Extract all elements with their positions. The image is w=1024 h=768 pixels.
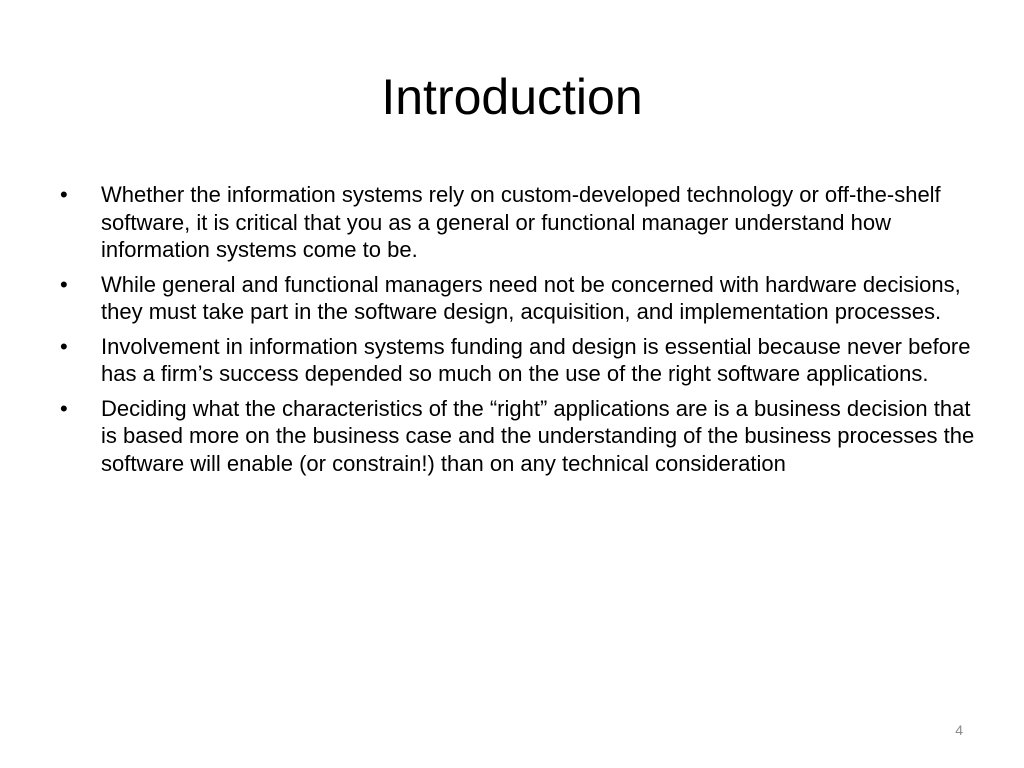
page-number: 4 [955, 722, 963, 738]
bullet-icon: • [60, 182, 68, 207]
slide-title: Introduction [381, 69, 643, 125]
bullet-text: While general and functional managers need not be concerned with hardware decisions, they must take part in the software design, acquisition, and implementation processes. [101, 271, 961, 324]
bullet-icon: • [60, 271, 68, 297]
bullet-item [60, 395, 975, 478]
bullet-list [60, 181, 975, 484]
bullet-icon: • [60, 395, 68, 421]
bullet-icon: • [60, 333, 68, 359]
bullet-text: Deciding what the characteristics of the “right” applications are is a business decision that is based more on the business case and the understanding of the business processes the software will enable (or constrain!) than on any technical consideration [101, 395, 975, 476]
bullet-text: Involvement in information systems funding and design is essential because never before has a firm’s success depended so much on the use of the right software applications. [101, 333, 971, 386]
bullet-text: Whether the information systems rely on custom-developed technology or off-the-shelf software, it is critical that you as a general or functional manager understand how information systems come to be. [101, 182, 941, 262]
bullet-item [60, 181, 975, 264]
bullet-item [60, 271, 975, 326]
bullet-item [60, 333, 975, 388]
